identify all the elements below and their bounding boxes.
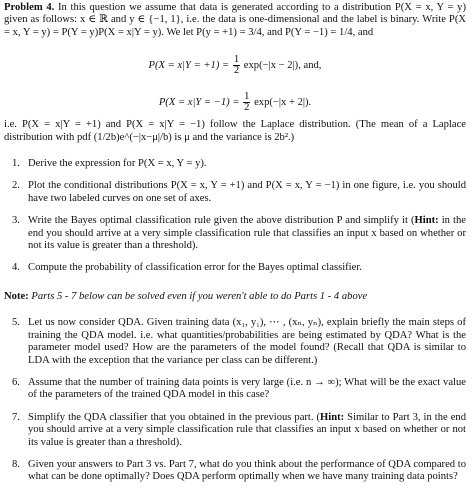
note-text: Parts 5 - 7 below can be solved even if you weren't able to do Parts 1 - 4 above: [28, 290, 368, 302]
question-text: Given your answers to Part 3 vs. Part 7, what do you think about the performance of QDA compared to what can be done optimally? Does QDA perform optimally when we have many training data points?: [28, 458, 466, 483]
laplace-note: i.e. P(X = x|Y = +1) and P(X = x|Y = −1) follow the Laplace distribution. (The mean of a Laplace distribution with pdf (1/2b)e^(−|x−μ|/b) is μ and the variance is 2b².): [4, 119, 466, 143]
eq1-rhs: exp(−|x − 2|), and,: [243, 60, 322, 72]
parts-note: [4, 291, 466, 303]
eq1-fraction: [233, 55, 240, 76]
question-text: Let us now consider QDA. Given training data (x₁, y₁), ⋯ , (xₙ, yₙ), explain briefly the main steps of training the QDA model. i.e. what quantities/probabilities are being estimated by QDA? What is the parameter model used? How are the parameters of the model found? (Recall that QDA is similar to LDA with the exception that the variance per class can be different.): [28, 317, 466, 366]
question-item-2: [4, 180, 466, 205]
eq2-frac-den: 2: [244, 102, 250, 114]
question-text-post: Similar to Part 3, in the end you should arrive at a very simple classification rule that classifies an input x based on whether or not its value is greater than a threshold).: [28, 411, 467, 448]
eq2-frac-num: 1: [244, 91, 250, 103]
eq1-frac-den: 2: [233, 65, 240, 77]
hint-label: Hint:: [320, 411, 345, 423]
eq2-fraction: [243, 92, 250, 113]
question-number: 8.: [12, 458, 20, 470]
question-list: [4, 158, 466, 484]
question-number: 6.: [12, 376, 20, 388]
question-number: 7.: [12, 411, 20, 423]
equation-positive-class: [4, 55, 466, 76]
eq2-lhs: P(X = x|Y = −1) =: [158, 97, 240, 109]
eq1-lhs: P(X = x|Y = +1) =: [148, 60, 230, 72]
eq1-frac-num: 1: [233, 54, 240, 66]
question-item-8: [4, 459, 466, 484]
question-item-6: [4, 377, 466, 402]
question-text: Compute the probability of classification error for the Bayes optimal classifier.: [28, 262, 362, 274]
question-text: Assume that the number of training data points is very large (i.e. n → ∞); What will be the exact value of the parameters of the trained QDA model in this case?: [28, 376, 466, 401]
question-number: 3.: [12, 215, 20, 227]
problem-intro-text: In this question we assume that data is generated according to a distribution P(X = x, Y = y) given as follows: x ∈ ℝ and y ∈ {−1, 1}, i.e. the data is one-dimensional and the label is binary. Write P(X = x, Y = y) = P(Y = y)P(X = x|Y = y). We let P(y = +1) = 3/4, and P(Y = −1) = 1/4, and: [4, 2, 467, 38]
question-number: 1.: [12, 158, 20, 170]
question-item-5: [4, 317, 466, 367]
question-item-1: [4, 158, 466, 170]
question-text-pre: Write the Bayes optimal classification rule given the above distribution P and simplify it (: [28, 215, 415, 227]
problem-heading: Problem 4.: [4, 2, 55, 13]
question-item-7: [4, 412, 466, 449]
question-item-3: [4, 215, 466, 252]
problem-intro: [4, 2, 466, 39]
question-item-4: [4, 262, 466, 274]
question-text-post: in the end you should arrive at a very simple classification rule that classifies an input x based on whether or not its value is greater than a threshold).: [28, 215, 466, 252]
eq2-rhs: exp(−|x + 2|).: [254, 97, 312, 109]
question-number: 5.: [12, 317, 20, 329]
question-text-pre: Simplify the QDA classifier that you obtained in the previous part. (: [28, 411, 321, 423]
question-text: Derive the expression for P(X = x, Y = y).: [28, 158, 207, 170]
equation-negative-class: [4, 92, 466, 113]
question-text: Plot the conditional distributions P(X = x, Y = +1) and P(X = x, Y = −1) in one figure, i.e. you should have two labeled curves on one set of axes.: [28, 180, 466, 204]
hint-label: Hint:: [414, 215, 439, 227]
note-label: Note:: [4, 290, 29, 302]
question-number: 2.: [12, 180, 20, 192]
question-number: 4.: [12, 262, 20, 274]
